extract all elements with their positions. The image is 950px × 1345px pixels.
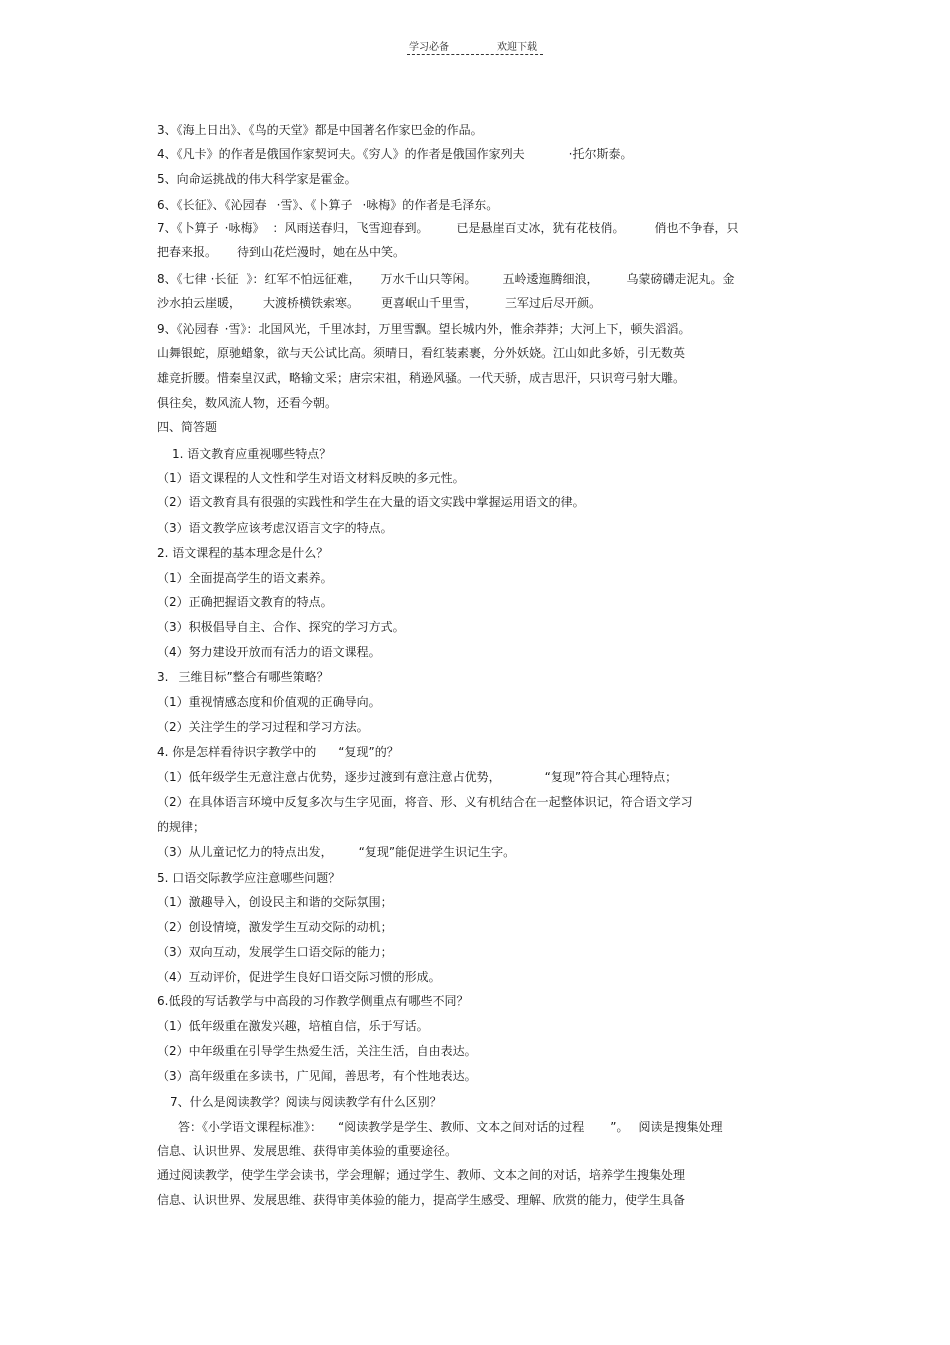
text-line: 沙水拍云崖暖， 大渡桥横铁索寒。 更喜岷山千里雪， 三军过后尽开颜。 — [157, 296, 602, 310]
text-line: （2）中年级重在引导学生热爱生活，关注生活，自由表达。 — [157, 1044, 477, 1058]
text-line: （1）全面提高学生的语文素养。 — [157, 571, 333, 585]
header-left-text: 学习必备 — [409, 42, 449, 53]
text-line: 信息、认识世界、发展思维、获得审美体验的能力，提高学生感受、理解、欣赏的能力，使学生具备 — [157, 1193, 686, 1207]
text-line: 的规律； — [157, 820, 206, 834]
text-line: 俱往矣，数风流人物，还看今朝。 — [157, 396, 338, 410]
text-line: （1）低年级重在激发兴趣，培植自信，乐于写话。 — [157, 1019, 429, 1033]
text-line: （3）积极倡导自主、合作、探究的学习方式。 — [157, 620, 405, 634]
text-line: 3、《海上日出》、《鸟的天堂》都是中国著名作家巴金的作品。 — [157, 123, 483, 137]
text-line: （2）正确把握语文教育的特点。 — [157, 595, 333, 609]
text-line: 通过阅读教学，使学生学会读书，学会理解；通过学生、教师、文本之间的对话，培养学生搜集处理 — [157, 1168, 686, 1182]
text-line: （1）语文课程的人文性和学生对语文材料反映的多元性。 — [157, 471, 465, 485]
text-line: （3）从儿童记忆力的特点出发， “复现”能促进学生识记生字。 — [157, 845, 516, 859]
text-line: （1）重视情感态度和价值观的正确导向。 — [157, 695, 381, 709]
question-line: 3. 三维目标”整合有哪些策略？ — [157, 670, 329, 684]
text-line: 山舞银蛇，原驰蜡象，欲与天公试比高。须晴日，看红装素裹，分外妖娆。江山如此多娇，引无数英 — [157, 346, 686, 360]
text-line: 信息、认识世界、发展思维、获得审美体验的重要途径。 — [157, 1144, 458, 1158]
text-line: （3）高年级重在多读书，广见闻，善思考，有个性地表达。 — [157, 1069, 477, 1083]
text-line: 雄竞折腰。惜秦皇汉武，略输文采；唐宗宋祖，稍逊风骚。一代天骄，成吉思汗，只识弯弓射大雕。 — [157, 371, 686, 385]
header-right-text: 欢迎下载 — [497, 42, 537, 53]
text-line: （1）低年级学生无意注意占优势，逐步过渡到有意注意占优势， “复现”符合其心理特点； — [157, 770, 678, 784]
text-line: 8、《七律 ·长征 》：红军不怕远征难， 万水千山只等闲。 五岭逶迤腾细浪， 乌蒙磅礴走泥丸。金 — [157, 272, 735, 286]
question-line: 2. 语文课程的基本理念是什么？ — [157, 546, 329, 560]
text-line: 答：《小学语文课程标准》： “阅读教学是学生、教师、文本之间对话的过程 ”。 阅读是搜集处理 — [178, 1120, 723, 1134]
text-line: 把春来报。 待到山花烂漫时，她在丛中笑。 — [157, 245, 406, 259]
text-line: （2）关注学生的学习过程和学习方法。 — [157, 720, 369, 734]
text-line: （2）创设情境，激发学生互动交际的动机； — [157, 920, 393, 934]
text-line: （1）激趣导入，创设民主和谐的交际氛围； — [157, 895, 393, 909]
question-line: 1. 语文教育应重视哪些特点？ — [172, 447, 332, 461]
question-line: 4. 你是怎样看待识字教学中的 “复现”的？ — [157, 745, 399, 759]
text-line: 7、《卜算子 ·咏梅》 ：风雨送春归，飞雪迎春到。 已是悬崖百丈冰，犹有花枝俏。 俏也不争春，只 — [157, 221, 739, 235]
text-line: （4）互动评价，促进学生良好口语交际习惯的形成。 — [157, 970, 441, 984]
question-line: 6.低段的写话教学与中高段的习作教学侧重点有哪些不同？ — [157, 994, 469, 1008]
text-line: 9、《沁园春 ·雪》：北国风光，千里冰封，万里雪飘。望长城内外，惟余莽莽；大河上下，顿失滔滔。 — [157, 322, 691, 336]
text-line: 4、《凡卡》的作者是俄国作家契诃夫。《穷人》的作者是俄国作家列夫 ·托尔斯泰。 — [157, 147, 633, 161]
section-heading: 四、简答题 — [157, 420, 218, 434]
text-line: （4）努力建设开放而有活力的语文课程。 — [157, 645, 381, 659]
question-line: 7、什么是阅读教学？阅读与阅读教学有什么区别？ — [170, 1095, 442, 1109]
header-rule — [407, 54, 543, 55]
text-line: 5、向命运挑战的伟大科学家是霍金。 — [157, 172, 357, 186]
text-line: （3）语文教学应该考虑汉语言文字的特点。 — [157, 521, 393, 535]
text-line: （2）在具体语言环境中反复多次与生字见面，将音、形、义有机结合在一起整体识记，符合语文学习 — [157, 795, 693, 809]
text-line: （3）双向互动，发展学生口语交际的能力； — [157, 945, 393, 959]
text-line: 6、《长征》、《沁园春 ·雪》、《卜算子 ·咏梅》的作者是毛泽东。 — [157, 198, 499, 212]
text-line: （2）语文教育具有很强的实践性和学生在大量的语文实践中掌握运用语文的律。 — [157, 495, 585, 509]
question-line: 5. 口语交际教学应注意哪些问题？ — [157, 871, 341, 885]
